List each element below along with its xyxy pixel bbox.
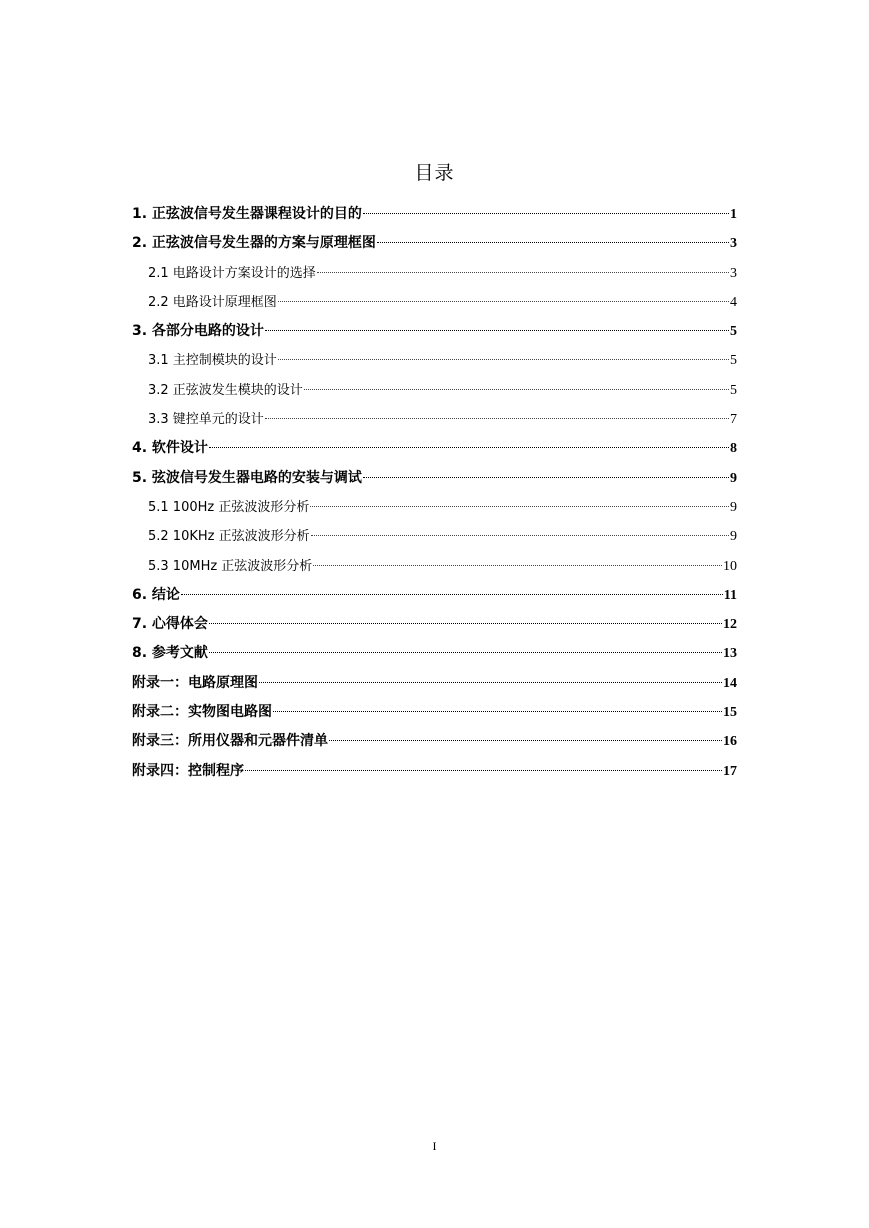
toc-entry-page: 15 <box>723 705 737 721</box>
toc-leader-dots <box>317 271 729 273</box>
toc-entry-page: 3 <box>730 236 737 252</box>
toc-entry-page: 14 <box>723 675 737 691</box>
toc-entry[interactable] <box>132 317 737 346</box>
toc-entry-label: 2. 正弦波信号发生器的方案与原理框图 <box>132 235 376 252</box>
toc-entry-label: 5.1 100Hz 正弦波波形分析 <box>148 499 310 515</box>
toc-entry-label: 附录三：所用仪器和元器件清单 <box>132 733 328 750</box>
toc-entry[interactable] <box>132 493 737 522</box>
toc-entry-label: 3. 各部分电路的设计 <box>132 323 264 340</box>
toc-entry[interactable] <box>132 552 737 581</box>
toc-entry[interactable] <box>132 669 737 698</box>
toc-entry-page: 10 <box>723 558 737 574</box>
toc-entry[interactable] <box>132 464 737 493</box>
toc-entry[interactable] <box>132 229 737 258</box>
toc-entry-page: 3 <box>730 265 737 281</box>
toc-leader-dots <box>304 388 729 390</box>
toc-entry[interactable] <box>132 288 737 317</box>
table-of-contents <box>132 200 737 786</box>
toc-entry-page: 17 <box>723 763 737 779</box>
toc-leader-dots <box>278 358 729 360</box>
toc-leader-dots <box>313 564 722 566</box>
toc-entry-page: 16 <box>723 734 737 750</box>
toc-entry-page: 9 <box>730 470 737 486</box>
toc-entry[interactable] <box>132 200 737 229</box>
toc-entry-label: 2.1 电路设计方案设计的选择 <box>148 265 316 281</box>
toc-leader-dots <box>181 593 723 595</box>
toc-entry-label: 附录二：实物图电路图 <box>132 704 272 721</box>
toc-entry-page: 7 <box>730 412 737 428</box>
toc-entry-label: 3.1 主控制模块的设计 <box>148 353 277 369</box>
toc-entry-label: 3.3 键控单元的设计 <box>148 412 264 428</box>
toc-leader-dots <box>311 534 729 536</box>
toc-entry-page: 13 <box>723 646 737 662</box>
toc-entry-page: 9 <box>730 529 737 545</box>
toc-entry-label: 7. 心得体会 <box>132 616 208 633</box>
toc-entry-page: 11 <box>723 587 737 603</box>
toc-entry-label: 2.2 电路设计原理框图 <box>148 294 277 310</box>
toc-entry[interactable] <box>132 346 737 375</box>
toc-entry-page: 8 <box>730 441 737 457</box>
toc-entry-page: 4 <box>730 294 737 310</box>
toc-entry-page: 1 <box>730 207 737 222</box>
toc-entry[interactable] <box>132 376 737 405</box>
toc-leader-dots <box>278 300 729 302</box>
toc-entry[interactable] <box>132 757 737 786</box>
toc-entry-page: 5 <box>730 353 737 369</box>
toc-entry[interactable] <box>132 581 737 610</box>
toc-entry-label: 6. 结论 <box>132 586 180 603</box>
toc-entry-page: 12 <box>723 617 737 633</box>
page-number: I <box>432 1139 437 1153</box>
toc-leader-dots <box>209 622 722 624</box>
toc-entry-label: 附录四：控制程序 <box>132 762 244 779</box>
toc-entry[interactable] <box>132 610 737 639</box>
toc-leader-dots <box>245 769 722 771</box>
toc-leader-dots <box>310 505 729 507</box>
toc-leader-dots <box>259 681 722 683</box>
toc-entry-label: 8. 参考文献 <box>132 645 208 662</box>
toc-entry-label: 5. 弦波信号发生器电路的安装与调试 <box>132 469 362 486</box>
toc-leader-dots <box>377 241 729 243</box>
toc-entry-label: 3.2 正弦波发生模块的设计 <box>148 382 303 398</box>
toc-leader-dots <box>265 329 729 331</box>
toc-leader-dots <box>363 476 729 478</box>
toc-leader-dots <box>209 446 729 448</box>
toc-entry-page: 5 <box>730 382 737 398</box>
toc-entry[interactable] <box>132 522 737 551</box>
toc-entry-page: 5 <box>730 324 737 340</box>
toc-entry[interactable] <box>132 434 737 463</box>
toc-entry-label: 附录一：电路原理图 <box>132 674 258 691</box>
toc-entry-label: 5.2 10KHz 正弦波波形分析 <box>148 529 310 545</box>
toc-leader-dots <box>363 212 729 214</box>
toc-entry[interactable] <box>132 727 737 756</box>
toc-leader-dots <box>265 417 729 419</box>
toc-entry[interactable] <box>132 698 737 727</box>
toc-entry-label: 5.3 10MHz 正弦波波形分析 <box>148 558 313 574</box>
toc-entry-label: 4. 软件设计 <box>132 440 208 457</box>
toc-entry-label: 1. 正弦波信号发生器课程设计的目的 <box>132 206 362 222</box>
toc-leader-dots <box>329 739 722 741</box>
toc-leader-dots <box>209 651 722 653</box>
toc-entry[interactable] <box>132 259 737 288</box>
toc-title: 目录 <box>414 162 455 184</box>
toc-entry[interactable] <box>132 405 737 434</box>
toc-entry-page: 9 <box>730 499 737 515</box>
toc-entry[interactable] <box>132 639 737 668</box>
toc-leader-dots <box>273 710 722 712</box>
